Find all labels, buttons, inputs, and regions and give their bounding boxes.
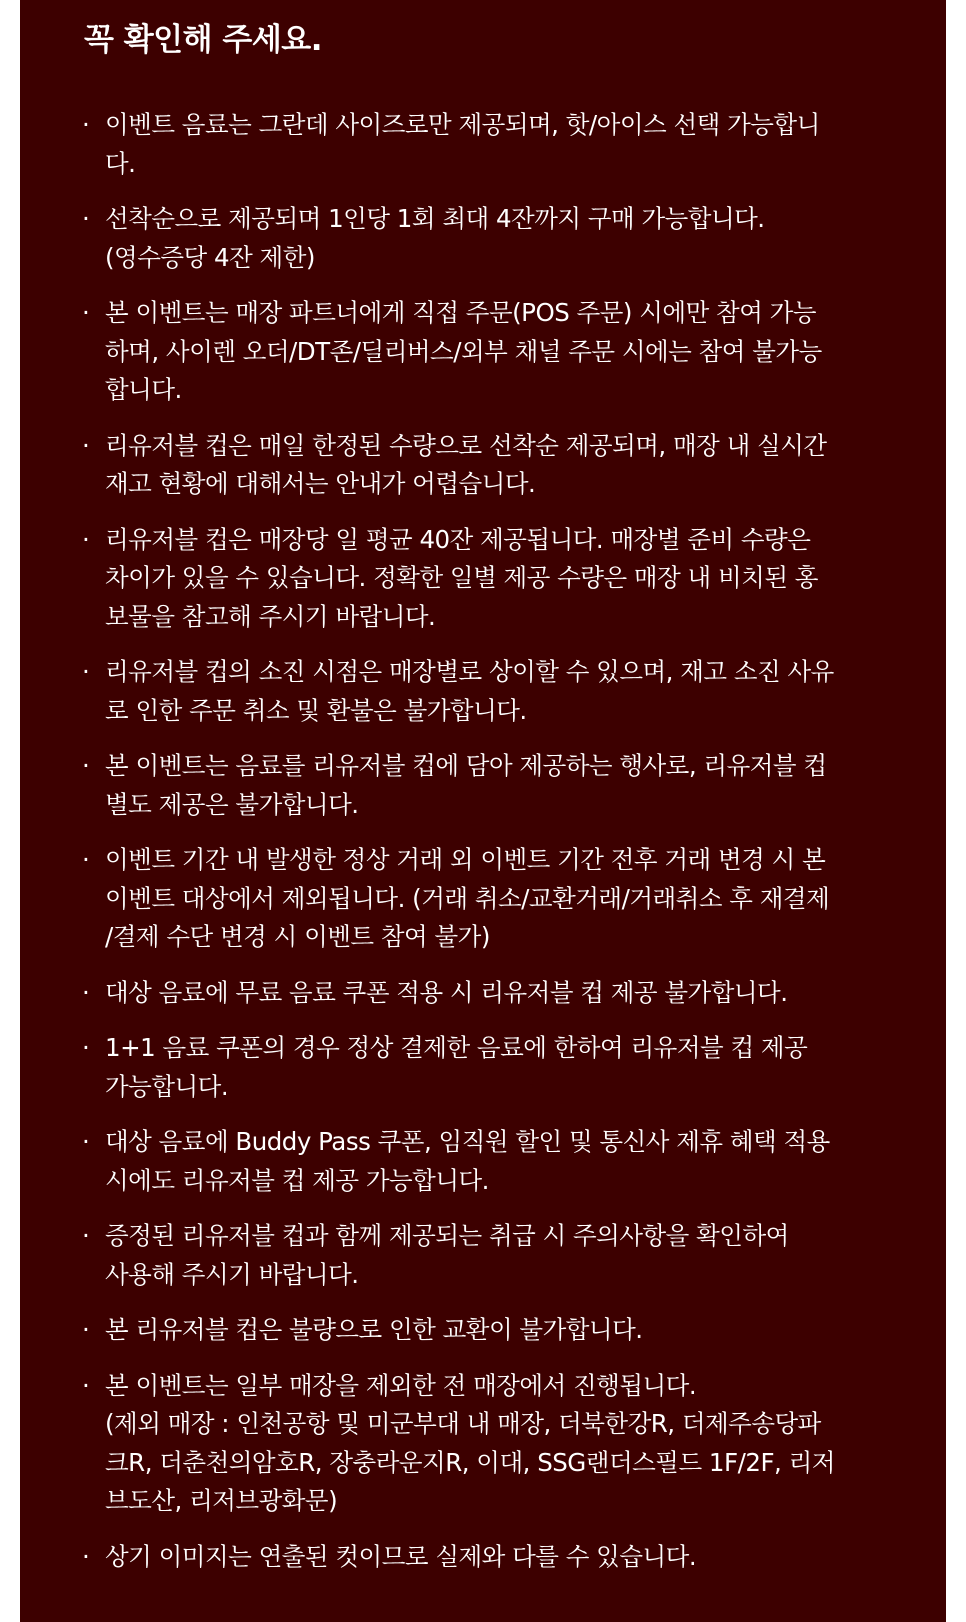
notice-item [80,841,910,957]
notice-item-text: 차이가 있을 수 있습니다. 정확한 일별 제공 수량은 매장 내 비치된 홍 [105,563,818,592]
notice-item [80,294,910,410]
notice-item-text: 이벤트 대상에서 제외됩니다. (거래 취소/교환거래/거래취소 후 재결제 [105,883,830,913]
bullet-icon: · [82,1370,90,1400]
notice-item-text: 이벤트 음료는 그란데 사이즈로만 제공되며, 핫/아이스 선택 가능합니 [105,110,820,139]
notice-item-text: 상기 이미지는 연출된 컷이므로 실제와 다를 수 있습니다. [105,1541,697,1571]
notice-item-text: 1+1 음료 쿠폰의 경우 정상 결제한 음료에 한하여 리유저블 컵 제공 [105,1033,808,1062]
notice-item [80,200,910,277]
notice-item [80,1029,910,1106]
notice-item [80,974,910,1013]
bullet-icon: · [82,977,90,1007]
notice-panel [20,0,946,1622]
notice-title: 꼭 확인해 주세요. [84,22,322,58]
notice-item [80,427,910,504]
notice-item-text: (제외 매장 : 인천공항 및 미군부대 내 매장, 더북한강R, 더제주송당파 [105,1409,821,1438]
notice-item-text: 별도 제공은 불가합니다. [105,789,359,819]
notice-item [80,653,910,730]
notice-item-text: /결제 수단 변경 시 이벤트 참여 불가) [105,922,490,951]
notice-item [80,1311,910,1350]
bullet-icon: · [82,524,90,554]
notice-item-text: 다. [105,148,136,178]
notice-item [80,1217,910,1294]
notice-item-text: 사용해 주시기 바랍니다. [105,1259,359,1289]
bullet-icon: · [82,1033,90,1062]
bullet-icon: · [82,751,90,780]
notice-item [80,1123,910,1200]
notice-item-text: 브도산, 리저브광화문) [105,1486,338,1515]
notice-item-text: 합니다. [105,375,182,404]
notice-item-text: 시에도 리유저블 컵 제공 가능합니다. [105,1165,489,1195]
bullet-icon: · [82,657,90,686]
notice-item-text: 대상 음료에 무료 음료 쿠폰 적용 시 리유저블 컵 제공 불가합니다. [105,977,788,1007]
bullet-icon: · [82,1315,90,1344]
bullet-icon: · [82,845,90,874]
bullet-icon: · [82,1127,90,1156]
notice-item-text: 이벤트 기간 내 발생한 정상 거래 외 이벤트 기간 전후 거래 변경 시 본 [105,845,826,874]
notice-item-text: 리유저블 컵의 소진 시점은 매장별로 상이할 수 있으며, 재고 소진 사유 [105,657,834,686]
bullet-icon: · [82,430,90,460]
notice-item-text: 본 이벤트는 일부 매장을 제외한 전 매장에서 진행됩니다. [105,1370,697,1400]
notice-item [80,106,910,183]
notice-item-text: 증정된 리유저블 컵과 함께 제공되는 취급 시 주의사항을 확인하여 [105,1221,789,1250]
notice-item-text: 보물을 참고해 주시기 바랍니다. [105,601,436,631]
notice-item-text: 본 이벤트는 매장 파트너에게 직접 주문(POS 주문) 시에만 참여 가능 [105,298,816,327]
notice-list [80,106,910,1593]
notice-item [80,1367,910,1521]
notice-item-text: 리유저블 컵은 매장당 일 평균 40잔 제공됩니다. 매장별 준비 수량은 [105,524,811,554]
notice-item-text: 선착순으로 제공되며 1인당 1회 최대 4잔까지 구매 가능합니다. [105,204,765,233]
notice-item-text: 로 인한 주문 취소 및 환불은 불가합니다. [105,695,527,725]
notice-item [80,521,910,637]
notice-item-text: 재고 현황에 대해서는 안내가 어렵습니다. [105,469,536,498]
notice-item [80,1538,910,1577]
bullet-icon: · [82,298,90,327]
notice-item-text: 대상 음료에 Buddy Pass 쿠폰, 임직원 할인 및 통신사 제휴 혜택 적용 [105,1127,830,1156]
notice-item [80,747,910,824]
notice-item-text: 리유저블 컵은 매일 한정된 수량으로 선착순 제공되며, 매장 내 실시간 [105,430,827,460]
bullet-icon: · [82,204,90,233]
notice-item-text: 본 이벤트는 음료를 리유저블 컵에 담아 제공하는 행사로, 리유저블 컵 [105,751,827,780]
notice-item-text: 본 리유저블 컵은 불량으로 인한 교환이 불가합니다. [105,1315,643,1344]
bullet-icon: · [82,1221,90,1250]
notice-item-text: 크R, 더춘천의암호R, 장충라운지R, 이대, SSG랜더스필드 1F/2F, 리저 [105,1447,835,1477]
notice-item-text: 하며, 사이렌 오더/DT존/딜리버스/외부 채널 주문 시에는 참여 불가능 [105,336,822,366]
bullet-icon: · [82,1541,90,1571]
notice-item-text: 가능합니다. [105,1071,229,1101]
bullet-icon: · [82,110,90,139]
notice-item-text: (영수증당 4잔 제한) [105,242,315,272]
